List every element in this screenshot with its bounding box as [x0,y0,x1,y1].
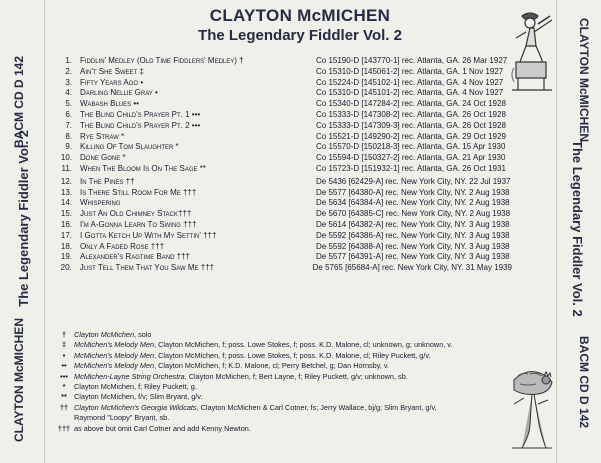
track-number: 2. [65,66,72,76]
legend-group-name: McMichen-Layne String Orchestra [74,371,185,381]
track-title: Alexander's Ragtime Band ††† [80,252,191,262]
track-number: 8. [65,131,72,141]
track-number: 4. [65,88,72,98]
track-recording-info: Co 15333-D [147308-2] rec. Atlanta, GA. 26 Oct 1928 [316,109,506,119]
legend-symbol: ••• [60,371,68,381]
track-recording-info: De 5634 [64384-A] rec. New York City, NY. 2 Aug 1938 [316,198,510,208]
right-spine [556,0,601,463]
track-title: Darling Nellie Gray • [80,88,158,98]
track-recording-info: Co 15723-D [151932-1] rec. Atlanta, GA. 26 Oct 1931 [316,163,506,173]
track-row [54,142,512,153]
track-title: Whispering [80,198,121,208]
track-recording-info: Co 15224-D [145102-1] rec. Atlanta, GA. 4 Nov 1927 [316,77,504,87]
track-number: 19. [60,252,72,262]
legend-row [54,382,504,392]
track-number: 15. [60,209,72,219]
track-list [54,56,512,274]
track-title: Fifty Years Ago • [80,77,144,87]
track-number: 14. [60,198,72,208]
legend-row [54,424,504,434]
track-row [54,78,512,89]
track-number: 3. [65,77,72,87]
legend-symbol: •• [61,361,67,371]
track-title: Only A Faded Rose ††† [80,241,165,251]
track-number: 9. [65,142,72,152]
track-recording-info: De 5670 [64385-C] rec. New York City, NY. 2 Aug 1938 [316,209,511,219]
legend-symbol: †† [59,402,69,412]
fiddler-illustration [508,8,554,92]
track-recording-info: De 5577 [64380-A] rec. New York City, NY. 2 Aug 1938 [316,187,510,197]
track-row [54,231,512,242]
right-spine-catalog: BACM CD D 142 [577,336,591,429]
legend-personnel: as above but omit Carl Cotner and add Kenny Newton. [74,423,251,433]
track-row [54,164,512,175]
legend-text [74,340,504,350]
track-title: Done Gone * [80,153,126,163]
track-title: Wabash Blues •• [80,99,139,109]
legend-row [54,392,504,402]
left-spine [0,0,45,463]
track-number: 1. [65,56,72,65]
track-recording-info: Co 15333-D [147309-3] rec. Atlanta, GA. 26 Oct 1928 [316,120,506,130]
legend-group-name: McMichen's Melody Men [74,350,155,360]
legend-row [54,340,504,350]
track-row [54,242,512,253]
legend-text [74,351,504,361]
track-row [54,121,512,132]
legend-text [74,372,504,382]
track-recording-info: Co 15340-D [147284-2] rec. Atlanta, GA. 24 Oct 1928 [316,99,506,109]
legend-personnel: , Clayton McMichen, f; K.D. Malone, cl; Perry Betchel, g; Dan Hornsby, v. [154,361,390,371]
track-title: I'm A-Gonna Learn To Swing ††† [80,219,197,229]
right-spine-title: The Legendary Fiddler Vol. 2 [570,140,585,317]
track-row [54,88,512,99]
track-title: Fiddlin' Medley (Old Time Fiddlers' Medley) † [80,56,244,65]
track-recording-info: Co 15521-D [149290-2] rec. Atlanta, GA. 29 Oct 1929 [316,131,506,141]
track-title: I Gotta Ketch Up With My Settin' ††† [80,230,217,240]
track-recording-info: De 5592 [64388-A] rec. New York City, NY. 3 Aug 1938 [316,241,510,251]
track-recording-info: De 5577 [64391-A] rec. New York City, NY. 3 Aug 1938 [316,252,510,262]
legend-text [74,403,504,413]
left-spine-title: The Legendary Fiddler Vol. 2 [16,130,31,307]
legend-text [74,392,504,402]
legend-symbol: • [62,350,66,360]
legend-text [74,424,504,434]
track-recording-info: Co 15310-D [145061-2] rec. Atlanta, GA. 1 Nov 1927 [316,66,504,76]
track-row [54,220,512,231]
track-recording-info: Co 15310-D [145101-2] rec. Atlanta, GA. 4 Nov 1927 [316,88,504,98]
legend-personnel: , Clayton McMichen & Carl Cotner, fs; Jerry Wallace, bj/g; Slim Bryant, g/v, [196,402,437,412]
legend-symbol: ‡ [61,340,67,350]
track-row [54,209,512,220]
legend-text [74,330,504,340]
track-recording-info: Co 15594-D [150327-2] rec. Atlanta, GA. 21 Apr 1930 [316,153,506,163]
legend-personnel: Clayton McMichen, f/v; Slim Bryant, g/v. [74,392,203,402]
track-row [54,177,512,188]
track-number: 6. [65,109,72,119]
right-spine-artist: CLAYTON McMICHEN [577,18,591,143]
track-title: Rye Straw * [80,131,125,141]
track-title: The Blind Child's Prayer Pt. 2 ••• [80,120,201,130]
legend-group-name: Clayton McMichen's Georgia Wildcats [74,402,197,412]
track-row [54,132,512,143]
cat-in-tree-illustration [510,350,554,450]
legend-personnel: Raymond "Loopy" Bryant, sb. [74,413,170,423]
legend-row [54,361,504,371]
track-row [54,198,512,209]
track-number: 12. [60,176,72,186]
track-row [54,67,512,78]
track-recording-info: Co 15190-D [143770-1] rec. Atlanta, GA. 26 Mar 1927 [316,56,508,65]
track-number: 7. [65,120,72,130]
track-title: Killing Of Tom Slaughter * [80,142,179,152]
legend-text [74,382,504,392]
track-recording-info: De 5765 [65684-A] rec. New York City, NY. 31 May 1939 [312,263,512,273]
track-row [54,153,512,164]
legend-personnel: , Clayton McMichen, f; poss. Lowe Stokes, f; poss. K.D. Malone, cl; Riley Puckett, g/v. [154,350,431,360]
track-recording-info: De 5592 [64386-A] rec. New York City, NY. 3 Aug 1938 [316,230,510,240]
track-title: Ain't She Sweet ‡ [80,66,144,76]
legend-row [54,330,504,340]
track-row [54,188,512,199]
artist-name: CLAYTON McMICHEN [209,6,391,25]
legend-symbol: † [61,330,67,339]
track-title: The Blind Child's Prayer Pt. 1 ••• [80,109,201,119]
track-title: When The Bloom Is On The Sage ** [80,163,206,173]
track-title: In The Pines †† [80,176,135,186]
legend-personnel: Clayton McMichen, f; Riley Puckett, g. [74,382,197,392]
legend-row [54,372,504,382]
legend-group-name: McMichen's Melody Men [74,340,155,350]
card-header [50,6,550,44]
legend-row [54,403,504,413]
legend-text [74,361,504,371]
track-row [54,99,512,110]
album-title: The Legendary Fiddler Vol. 2 [198,27,402,44]
track-recording-info: Co 15570-D [150218-3] rec. Atlanta, GA. 15 Apr 1930 [316,142,506,152]
track-number: 18. [60,241,72,251]
track-title: Just An Old Chimney Stack††† [80,209,192,219]
track-title: Is There Still Room For Me ††† [80,187,197,197]
personnel-legend [54,330,504,434]
track-number: 5. [65,99,72,109]
track-row [54,56,512,67]
legend-personnel: , Clayton McMichen, f; Bert Layne, f; Riley Puckett, g/v; unknown, sb. [184,371,408,381]
track-recording-info: De 5614 [64382-A] rec. New York City, NY. 3 Aug 1938 [316,219,510,229]
legend-symbol [54,413,74,423]
track-row [54,252,512,263]
legend-personnel: , solo [134,330,152,339]
legend-symbol: ††† [57,423,71,433]
track-row [54,263,512,274]
left-spine-artist: CLAYTON McMICHEN [12,318,26,443]
track-number: 10. [60,153,72,163]
track-number: 16. [60,219,72,229]
track-number: 11. [61,163,72,173]
track-title: Just Tell Them That You Saw Me ††† [79,263,215,273]
legend-row [54,413,504,423]
legend-row [54,351,504,361]
track-number: 20. [60,263,72,273]
track-recording-info: De 5436 [62429-A] rec. New York City, NY. 22 Jul 1937 [316,176,511,186]
legend-symbol: * [62,382,66,392]
track-row [54,110,512,121]
legend-group-name: Clayton McMichen [74,330,135,339]
legend-personnel: , Clayton McMichen, f; poss. Lowe Stokes, f; poss. K.D. Malone, cl; unknown, g; unknown, v. [154,340,453,350]
legend-group-name: McMichen's Melody Men [74,361,155,371]
left-spine-catalog: BACM CD D 142 [12,56,26,149]
track-number: 17. [60,230,72,240]
legend-symbol: ** [61,392,67,402]
track-number: 13. [60,187,72,197]
legend-text [74,413,504,423]
